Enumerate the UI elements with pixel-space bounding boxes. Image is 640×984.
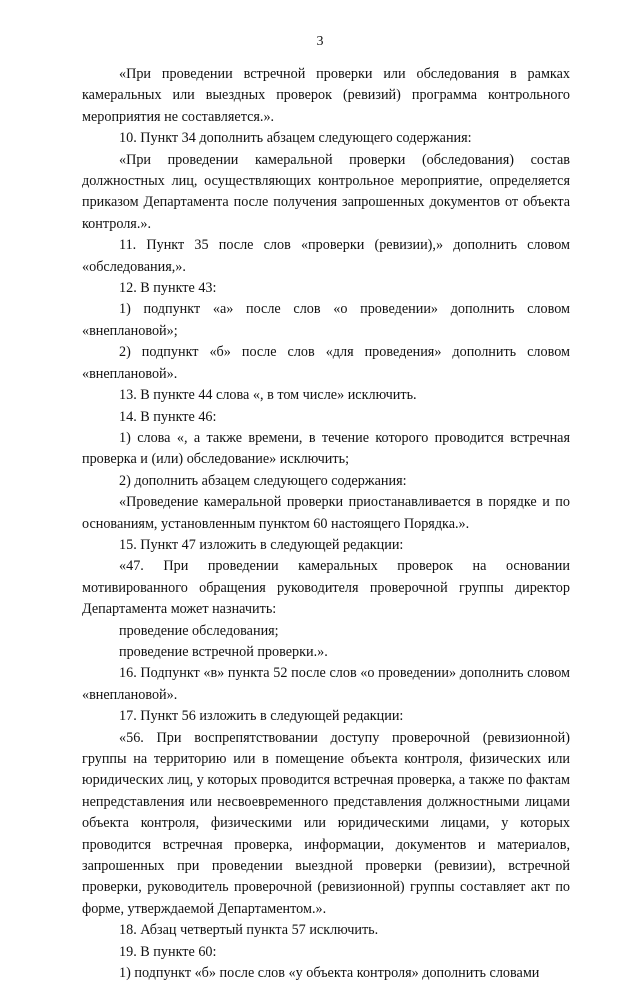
paragraph: «56. При воспрепятствовании доступу проверочной (ревизионной) группы на территорию или в помещение объекта контроля, физических или юридических лиц, у которых проводится встречная проверка, а также по фактам непредставления или несвоевременного представления должностными лицами объекта контроля, физическими или юридическими лицами, у которых проводится встречная проверка, информации, документов и материалов, запрошенных при проведении выездной проверки (ревизии), встречной проверки, руководитель проверочной (ревизионной) группы составляет акт по форме, утверждаемой Департаментом.». [82, 729, 570, 917]
paragraph: 2) дополнить абзацем следующего содержания: [119, 472, 407, 489]
page-number: 3 [316, 34, 324, 49]
paragraph: проведение встречной проверки.». [119, 643, 328, 660]
paragraph: 17. Пункт 56 изложить в следующей редакции: [119, 708, 404, 725]
paragraph: 16. Подпункт «в» пункта 52 после слов «о проведении» дополнить словом «внеплановой». [82, 665, 570, 703]
paragraph: «Проведение камеральной проверки приостанавливается в порядке и по основаниям, установленным пунктом 60 настоящего Порядка.». [82, 494, 570, 532]
paragraph: 18. Абзац четвертый пункта 57 исключить. [119, 922, 379, 939]
paragraph: проведение обследования; [119, 622, 279, 639]
paragraph: 10. Пункт 34 дополнить абзацем следующего содержания: [119, 130, 472, 147]
paragraph: «При проведении встречной проверки или обследования в рамках камеральных или выездных проверок (ревизий) программа контрольного мероприятия не составляется.». [82, 66, 570, 125]
paragraph: 12. В пункте 43: [119, 280, 217, 297]
paragraph: 15. Пункт 47 изложить в следующей редакции: [119, 536, 404, 553]
paragraph: 14. В пункте 46: [119, 408, 217, 425]
document-body [82, 64, 570, 984]
paragraph: «47. При проведении камеральных проверок на основании мотивированного обращения руководителя проверочной группы директор Департамента может назначить: [82, 558, 570, 618]
paragraph: «При проведении камеральной проверки (обследования) состав должностных лиц, осуществляющих контрольное мероприятие, определяется приказом Департамента после получения запрошенных документов от объекта контроля.». [82, 151, 570, 232]
paragraph: 19. В пункте 60: [119, 943, 217, 960]
paragraph: 1) подпункт «а» после слов «о проведении» дополнить словом «внеплановой»; [82, 301, 570, 339]
paragraph: 1) подпункт «б» после слов «у объекта контроля» дополнить словами [119, 965, 540, 982]
paragraph: 2) подпункт «б» после слов «для проведения» дополнить словом «внеплановой». [82, 344, 570, 382]
paragraph: 1) слова «, а также времени, в течение которого проводится встречная проверка и (или) обследование» исключить; [82, 429, 570, 468]
paragraph: 11. Пункт 35 после слов «проверки (ревизии),» дополнить словом «обследования,». [82, 237, 570, 275]
paragraph: 13. В пункте 44 слова «, в том числе» исключить. [119, 387, 417, 404]
